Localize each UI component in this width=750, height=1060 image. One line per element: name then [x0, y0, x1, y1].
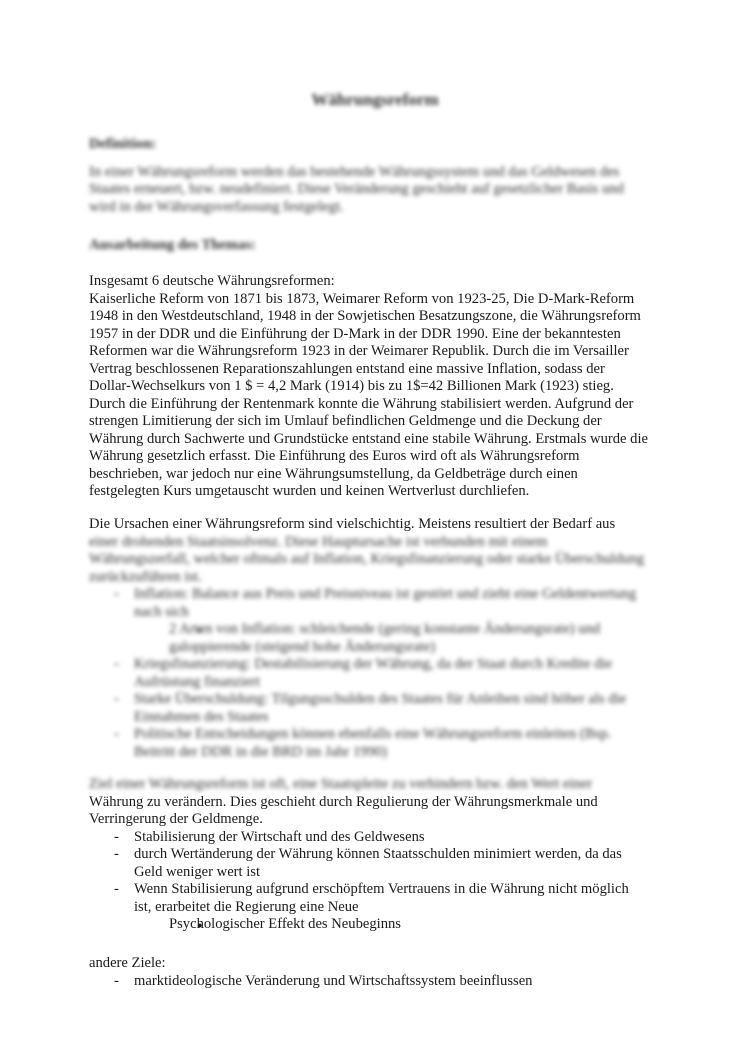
- list-item: - Inflation: Balance aus Preis und Preisniveau ist gestört und zieht eine Geldentwertung nach sich ● 2 Arten von Inflation: schleichende (gering konstante Änderungsrate) und galoppierende (steigend hohe Änderungsrate): [89, 586, 649, 656]
- page-title: Währungsreform: [311, 90, 439, 109]
- goals-section: [89, 776, 649, 934]
- causes-lead: Die Ursachen einer Währungsreform sind vielschichtig. Meistens resultiert der Bedarf aus: [89, 516, 616, 532]
- list-item: - marktideologische Veränderung und Wirtschaftssystem beeinflussen: [89, 973, 649, 991]
- list-item: - Stabilisierung der Wirtschaft und des Geldwesens: [89, 829, 649, 847]
- other-goals-list: [89, 973, 649, 991]
- list-item: - Politische Entscheidungen können ebenfalls eine Währungsreform einleiten (Bsp. Beitritt der DDR in die BRD im Jahr 1990): [89, 726, 649, 761]
- other-goals-section: [89, 955, 649, 990]
- list-item: ● 2 Arten von Inflation: schleichende (gering konstante Änderungsrate) und galoppierende (steigend hohe Änderungsrate): [134, 621, 649, 656]
- list-item: ● Psychologischer Effekt des Neubeginns: [134, 916, 649, 934]
- section-heading: Ausarbeitung des Themas:: [89, 237, 256, 253]
- goals-blurred-lead: Ziel einer Währungsreform ist oft, eine Staatspleite zu verhindern bzw. den Wert einer: [89, 776, 593, 792]
- definition-heading: Definition:: [89, 136, 157, 152]
- list-item: - durch Wertänderung der Währung können Staatsschulden minimiert werden, da das Geld weniger wert ist: [89, 846, 649, 881]
- causes-blurred-text: einer drohenden Staatsinsolvenz. Diese Hauptursache ist verbunden mit einem Währungszerfall, welcher oftmals auf Inflation, Kriegsfinanzierung oder starke Überschuldung zurückzuführen ist.: [89, 533, 645, 585]
- other-goals-lead: andere Ziele:: [89, 955, 166, 971]
- intro-body: Kaiserliche Reform von 1871 bis 1873, Weimarer Reform von 1923-25, Die D-Mark-Reform 1948 in den Westdeutschland, 1948 in der Sowjetischen Besatzungszone, die Währungsreform 1957 in der DDR und die Einführung der D-Mark in der DDR 1990. Eine der bekanntesten Reformen war die Währungsreform 1923 in der Weimarer Republik. Durch die im Versailler Vertrag beschlossenen Reparationszahlungen entstand eine massive Inflation, sodass der Dollar-Wechselkurs von 1 $ = 4,2 Mark (1914) bis zu 1$=42 Billionen Mark (1923) stieg. Durch die Einführung der Rentenmark konnte die Währung stabilisiert werden. Aufgrund der strengen Limitierung der sich im Umlauf befindlichen Geldmenge und die Deckung der Währung durch Sachwerte und Grundstücke entstand eine stabile Währung. Erstmals wurde die Währung gesetzlich erfasst. Die Einführung des Euros wird oft als Währungsreform beschrieben, war jedoch nur eine Währungsumstellung, da Geldbeträge durch einen festgelegten Kurs umgetauscht wurden und keinen Wertverlust durchliefen.: [89, 290, 648, 499]
- intro-section: [89, 273, 649, 501]
- intro-lead: Insgesamt 6 deutsche Währungsreformen:: [89, 273, 335, 289]
- list-item: - Wenn Stabilisierung aufgrund erschöpftem Vertrauens in die Währung nicht möglich ist, erarbeitet die Regierung eine Neue ● Psychologischer Effekt des Neubeginns: [89, 881, 649, 934]
- causes-list: [89, 586, 649, 761]
- list-item: - Kriegsfinanzierung: Destabilisierung der Währung, da der Staat durch Kredite die Aufrüstung finanziert: [89, 656, 649, 691]
- definition-section: [89, 136, 649, 216]
- goals-lead: Währung zu verändern. Dies geschieht durch Regulierung der Währungsmerkmale und Verringerung der Geldmenge.: [89, 793, 598, 827]
- list-item: - Starke Überschuldung: Tilgungsschulden des Staates für Anleihen sind höher als die Einnahmen des Staates: [89, 691, 649, 726]
- definition-text: In einer Währungsreform werden das bestehende Währungssystem und das Geldwesen des Staates erneuert, bzw. neudefiniert. Diese Veränderung geschieht auf gesetzlicher Basis und wird in der Währungsverfassung festgelegt.: [89, 163, 624, 215]
- causes-section: [89, 516, 649, 761]
- goals-list: [89, 829, 649, 934]
